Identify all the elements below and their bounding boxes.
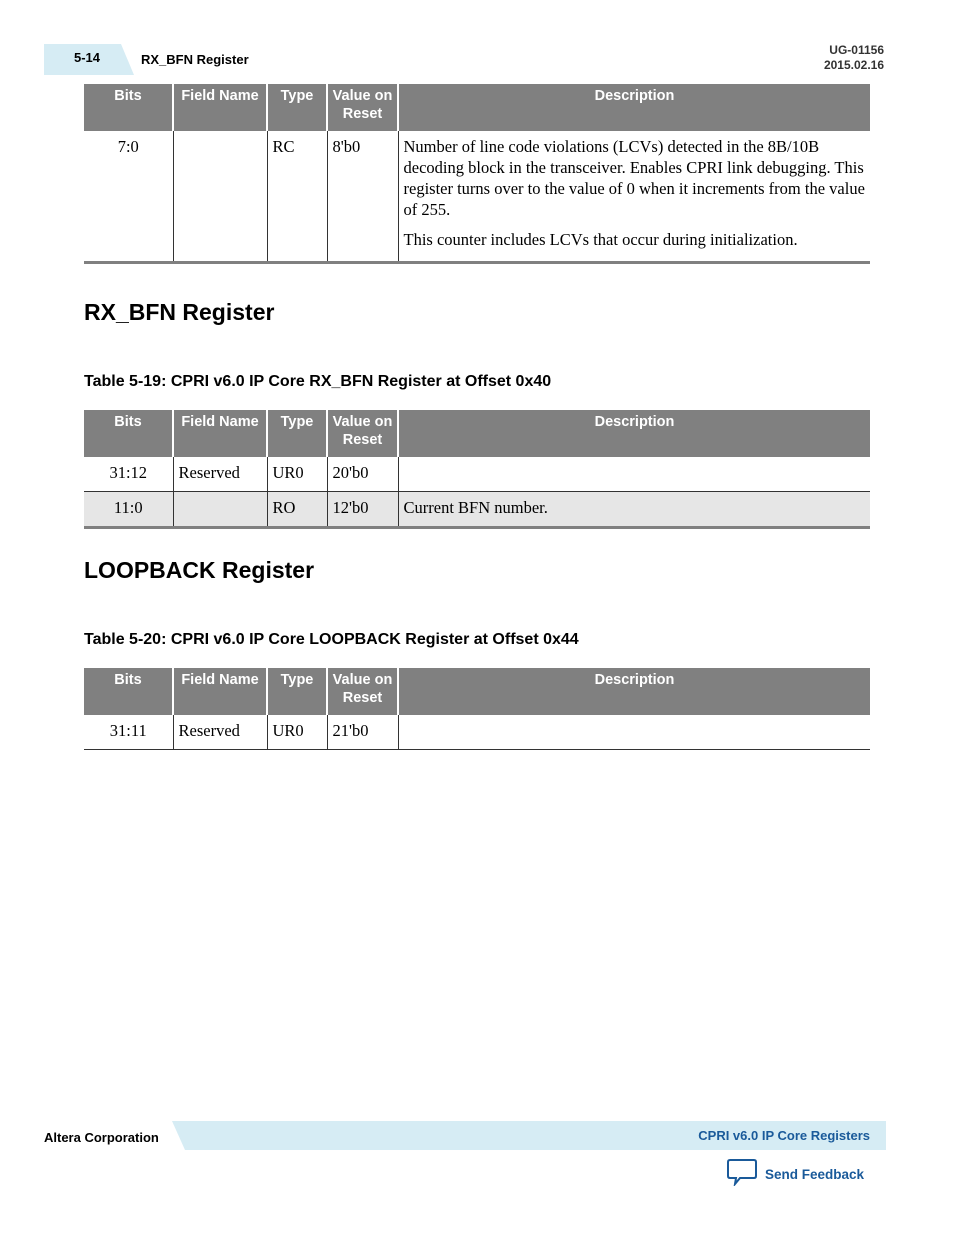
- cell-bits: 11:0: [84, 492, 173, 528]
- cell-reset: 21'b0: [327, 715, 398, 750]
- cell-type: RO: [267, 492, 327, 528]
- speech-bubble-icon: [727, 1158, 757, 1191]
- section-heading-rx-bfn: RX_BFN Register: [84, 299, 275, 325]
- document-id: UG-01156: [829, 43, 884, 57]
- col-header-description: Description: [398, 84, 870, 131]
- cell-field-name: [173, 492, 267, 528]
- cell-description: [398, 457, 870, 492]
- document-date: 2015.02.16: [823, 58, 884, 72]
- footer-chapter-link[interactable]: CPRI v6.0 IP Core Registers: [698, 1128, 870, 1143]
- table-row: [84, 492, 870, 528]
- col-header-reset: Value on Reset: [327, 410, 398, 457]
- col-header-bits: Bits: [84, 84, 173, 131]
- description-paragraph: Number of line code violations (LCVs) detected in the 8B/10B decoding block in the transceiver. Enables CPRI link debugging. This register turns over to the value of 0 when it increments from the value of 255.: [403, 137, 865, 219]
- cell-reset: 20'b0: [327, 457, 398, 492]
- cell-bits: 7:0: [84, 131, 173, 262]
- col-header-field-name: Field Name: [173, 668, 267, 715]
- col-header-type: Type: [267, 410, 327, 457]
- rx-bfn-register-table: [84, 410, 870, 529]
- page-number: 5-14: [74, 50, 101, 65]
- table-caption-loopback: Table 5-20: CPRI v6.0 IP Core LOOPBACK Register at Offset 0x44: [84, 631, 579, 648]
- cell-type: RC: [267, 131, 327, 262]
- cell-description: [398, 715, 870, 750]
- col-header-field-name: Field Name: [173, 84, 267, 131]
- cell-field-name: Reserved: [173, 457, 267, 492]
- continued-register-table: [84, 84, 870, 264]
- table-row: [84, 131, 870, 262]
- cell-reset: 12'b0: [327, 492, 398, 528]
- cell-reset: 8'b0: [327, 131, 398, 262]
- footer-company: Altera Corporation: [44, 1130, 159, 1145]
- loopback-register-table: [84, 668, 870, 750]
- table-row: [84, 715, 870, 750]
- col-header-type: Type: [267, 668, 327, 715]
- cell-description: [398, 131, 870, 262]
- col-header-reset: Value on Reset: [327, 668, 398, 715]
- col-header-type: Type: [267, 84, 327, 131]
- send-feedback-label: Send Feedback: [765, 1167, 865, 1182]
- running-title: RX_BFN Register: [141, 52, 249, 67]
- cell-bits: 31:12: [84, 457, 173, 492]
- col-header-description: Description: [398, 668, 870, 715]
- cell-description: Current BFN number.: [398, 492, 870, 528]
- cell-type: UR0: [267, 715, 327, 750]
- cell-field-name: [173, 131, 267, 262]
- send-feedback-link[interactable]: [727, 1158, 864, 1191]
- col-header-reset: Value on Reset: [327, 84, 398, 131]
- cell-bits: 31:11: [84, 715, 173, 750]
- col-header-bits: Bits: [84, 668, 173, 715]
- col-header-description: Description: [398, 410, 870, 457]
- cell-type: UR0: [267, 457, 327, 492]
- table-row: [84, 457, 870, 492]
- col-header-field-name: Field Name: [173, 410, 267, 457]
- col-header-bits: Bits: [84, 410, 173, 457]
- table-caption-rx-bfn: Table 5-19: CPRI v6.0 IP Core RX_BFN Register at Offset 0x40: [84, 373, 552, 390]
- cell-field-name: Reserved: [173, 715, 267, 750]
- document-meta: [824, 43, 884, 73]
- section-heading-loopback: LOOPBACK Register: [84, 557, 315, 583]
- description-paragraph: This counter includes LCVs that occur during initialization.: [403, 230, 798, 249]
